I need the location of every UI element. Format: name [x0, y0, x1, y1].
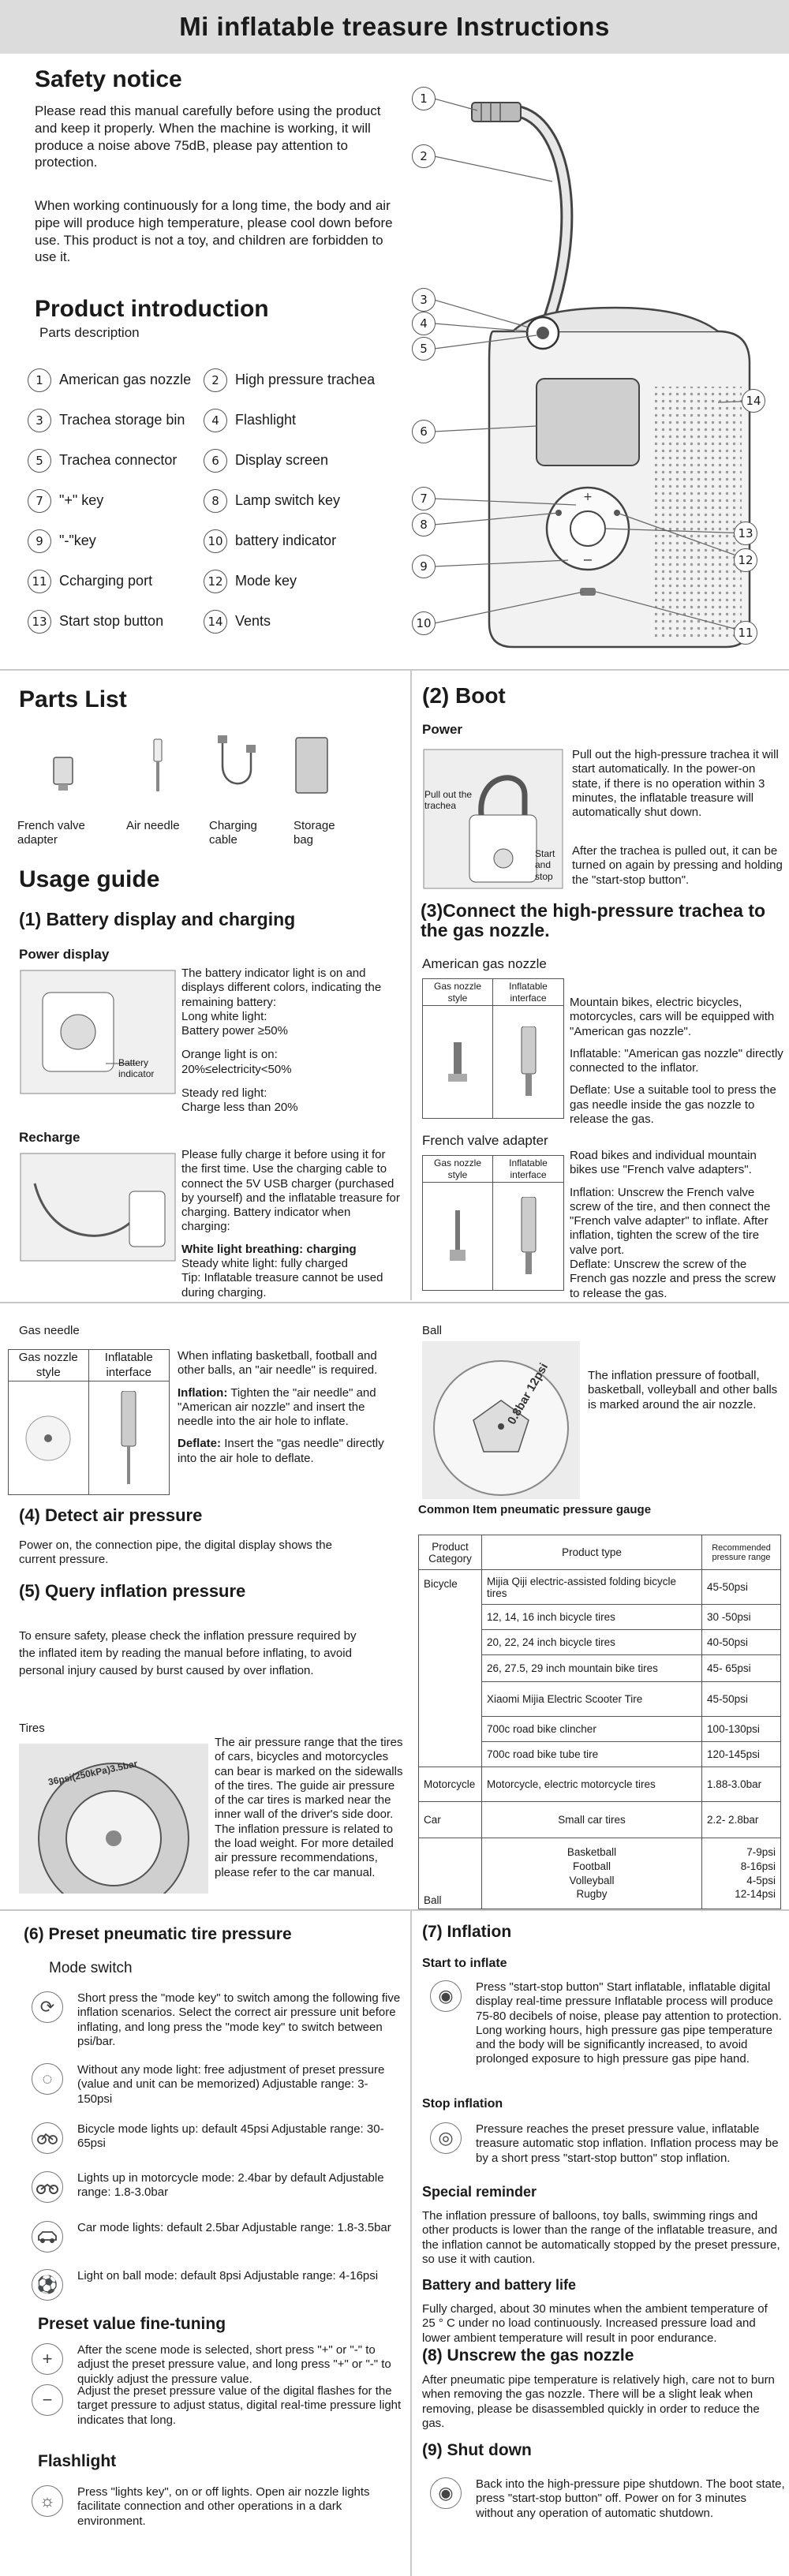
- recharge-text-body: Please fully charge it before using it for the first time. Use the charging cable to connect the 5V USB charger (purchased by yourself) and the inflatable treasure for charging. Battery indicator when charging:: [181, 1148, 400, 1234]
- part-number: 5: [28, 449, 51, 473]
- inflator-diagram: [418, 71, 781, 663]
- stop-inflation-text: Pressure reaches the preset pressure value, inflatable treasure automatic stop inflation. Inflation process may be by a short press "start-stop button" stop inflation.: [476, 2122, 779, 2165]
- battery-text-line: Orange light is on:: [181, 1048, 278, 1062]
- part-row: [28, 400, 209, 440]
- french-inflate-text: Inflation: Unscrew the French valve screw of the tire, and then connect the "French valve adapter" to inflate. After inflation, tighten the screw of the tire valve port.: [570, 1185, 771, 1257]
- bicycle-category-cell: Bicycle: [419, 1570, 482, 1767]
- parts-item-label: Charging cable: [209, 819, 257, 847]
- part-row: [28, 601, 209, 641]
- ball-type: Rugby: [576, 1888, 608, 1901]
- tire-text: The air pressure range that the tires of cars, bicycles and motorcycles can bear is marked on the sidewalls of the tires. The guide air pressure of the car tires is marked near the inner wall of the driver's side door. The inflation pressure is related to the load weight. For more detailed air pressure recommendations, please refer to the car manual.: [215, 1736, 403, 1879]
- special-reminder-text: The inflation pressure of balloons, toy balls, swimming rings and other products is lower than the range of the inflatable treasure, and the inflation cannot be automatically stopped by the preset pressure, so use it with caution.: [422, 2209, 780, 2266]
- parts-list-heading: Parts List: [19, 686, 127, 712]
- safety-text-1: Please read this manual carefully before using the product and keep it properly. When the machine is working, it will produce a noise above 75dB, please pay attention to protection.: [35, 103, 381, 170]
- start-inflate-heading: Start to inflate: [422, 1957, 507, 1970]
- french-text: [570, 1149, 787, 1301]
- gas-needle-text: [178, 1349, 394, 1466]
- part-label: Lamp switch key: [235, 492, 341, 508]
- section-divider: [0, 669, 789, 671]
- ball-type: Volleyball: [569, 1874, 615, 1886]
- mode-text: Bicycle mode lights up: default 45psi Adjustable range: 30-65psi: [77, 2122, 384, 2151]
- part-label: Trachea storage bin: [59, 412, 185, 428]
- part-number: 1: [28, 368, 51, 392]
- mode-row: [32, 2269, 402, 2301]
- range-cell: 2.2- 2.8bar: [702, 1802, 781, 1838]
- boot-text-2: After the trachea is pulled out, it can be turned on again by pressing and holding the "start-stop button".: [572, 844, 783, 887]
- part-label: Display screen: [235, 452, 329, 468]
- part-number: 13: [28, 610, 51, 634]
- product-type-cell: 20, 22, 24 inch bicycle tires: [481, 1630, 701, 1655]
- callout-11: 11: [734, 621, 757, 645]
- part-number: 8: [204, 489, 227, 513]
- pressure-table: [418, 1535, 781, 1909]
- american-nozzle-label: American gas nozzle: [422, 956, 547, 971]
- ball-type: Football: [573, 1860, 611, 1872]
- range-cell: 1.88-3.0bar: [702, 1767, 781, 1802]
- part-number: 9: [28, 529, 51, 553]
- battery-life-heading: Battery and battery life: [422, 2277, 577, 2293]
- ball-types-cell: [481, 1838, 701, 1909]
- range-cell: 45- 65psi: [702, 1655, 781, 1682]
- table-row: [419, 1802, 781, 1838]
- part-row: [28, 440, 209, 480]
- table-row: [419, 1838, 781, 1909]
- mode-row: [32, 2171, 402, 2203]
- motorcycle-icon: [32, 2171, 63, 2203]
- charging-cable-image: [213, 734, 260, 797]
- callout-3: 3: [412, 288, 436, 312]
- gas-needle-table: [8, 1349, 170, 1495]
- part-number: 11: [28, 570, 51, 593]
- battery-text-line: The battery indicator light is on and displays different colors, indicating the remaining battery:: [181, 966, 382, 1009]
- product-type-cell: 700c road bike tube tire: [481, 1742, 701, 1767]
- part-label: "-"key: [59, 533, 96, 548]
- mode-text: Light on ball mode: default 8psi Adjustable range: 4-16psi: [77, 2269, 379, 2283]
- mode-text: Without any mode light: free adjustment of preset pressure (value and unit can be memorized) Adjustable range: 3-150psi: [77, 2063, 385, 2106]
- motorcycle-category-cell: Motorcycle: [419, 1767, 482, 1802]
- connect-heading: (3)Connect the high-pressure trachea to the gas nozzle.: [421, 900, 766, 941]
- part-number: 4: [204, 409, 227, 432]
- parts-item-label: Storage bag: [294, 819, 335, 847]
- battery-text: [181, 966, 398, 1116]
- part-label: Trachea connector: [59, 452, 178, 468]
- table-row: [419, 1767, 781, 1802]
- high-pressure-trachea: [521, 112, 567, 331]
- product-type-cell: 700c road bike clincher: [481, 1717, 701, 1742]
- product-type-cell: 12, 14, 16 inch bicycle tires: [481, 1605, 701, 1630]
- battery-text-line: Charge less than 20%: [181, 1101, 298, 1115]
- section-divider: [0, 1909, 789, 1911]
- battery-life-text: Fully charged, about 30 minutes when the ambient temperature of 25 ° C under no load continuously. Increased pressure load and lower ambient temperature will result in poor endurance.: [422, 2302, 768, 2345]
- part-row: [28, 360, 209, 400]
- mode-row: [32, 2122, 402, 2154]
- air-needle-connector-icon: [117, 1391, 140, 1486]
- part-number: 14: [204, 610, 227, 634]
- free-mode-icon: ◌: [32, 2063, 63, 2095]
- ball-text: The inflation pressure of football, basketball, volleyball and other balls is marked around the air nozzle.: [588, 1369, 778, 1411]
- american-nozzle-style-cell: [423, 1006, 493, 1118]
- recharge-text: [181, 1148, 402, 1300]
- ball-valve-icon: [21, 1411, 76, 1466]
- callout-8: 8: [412, 513, 436, 537]
- part-row: [204, 561, 409, 601]
- callout-14: 14: [742, 389, 765, 413]
- power-display-label: Power display: [19, 947, 110, 962]
- inflatable-interface-header: Inflatable interface: [104, 1351, 153, 1379]
- vents: [655, 387, 742, 639]
- start-button-icon: ◉: [430, 1980, 462, 2012]
- svg-text:−: −: [582, 552, 593, 567]
- inflation-heading: (7) Inflation: [422, 1923, 512, 1941]
- needle-interface-cell: [89, 1381, 170, 1494]
- shutdown-heading: (9) Shut down: [422, 2441, 532, 2459]
- parts-list-right: [204, 360, 409, 641]
- gas-needle-heading: Gas needle: [19, 1324, 80, 1337]
- air-needle-image: [150, 738, 166, 793]
- stop-button-icon: ◎: [430, 2122, 462, 2154]
- american-text: [570, 996, 787, 1127]
- ball-icon: ⚽: [32, 2269, 63, 2301]
- callout-1: 1: [412, 87, 436, 110]
- part-label: Mode key: [235, 573, 297, 589]
- car-category-cell: Car: [419, 1802, 482, 1838]
- gas-needle-deflate-label: Deflate:: [178, 1437, 222, 1451]
- range-cell: 120-145psi: [702, 1742, 781, 1767]
- callout-12: 12: [734, 548, 757, 572]
- minus-icon: −: [32, 2384, 63, 2416]
- unscrew-heading: (8) Unscrew the gas nozzle: [422, 2346, 634, 2365]
- gas-needle-text-body: When inflating basketball, football and other balls, an "air needle" is required.: [178, 1349, 378, 1378]
- safety-text-2: When working continuously for a long time, the body and air pipe will produce high temperature, please cool down before use. This product is not a toy, and children are forbidden to use it.: [35, 198, 393, 265]
- bicycle-icon: [32, 2122, 63, 2154]
- svg-text:+: +: [583, 491, 593, 503]
- part-label: battery indicator: [235, 533, 337, 548]
- query-text: To ensure safety, please check the inflation pressure required by the inflated item by reading the manual before inflating, to avoid personal injury caused by burst caused by over inflation.: [19, 1629, 357, 1677]
- ball-range: 12-14psi: [735, 1888, 776, 1901]
- preset-heading: (6) Preset pneumatic tire pressure: [24, 1925, 292, 1943]
- gas-needle-inflate-text: Tighten the "air needle" and "American air nozzle" and insert the needle into the air hole to inflate.: [178, 1385, 376, 1429]
- start-stop-label: Start and stop: [535, 848, 555, 882]
- american-deflate-text: Deflate: Use a suitable tool to press the gas needle inside the gas nozzle to release the gas.: [570, 1083, 776, 1127]
- part-row: [204, 360, 409, 400]
- special-reminder-heading: Special reminder: [422, 2184, 537, 2200]
- fine-tune-plus-text: After the scene mode is selected, short press "+" or "-" to adjust the preset pressure value, and long press "+" or "-" to quickly adjust the pressure value.: [77, 2343, 391, 2386]
- callout-5: 5: [412, 337, 436, 361]
- fine-tuning-heading: Preset value fine-tuning: [38, 2315, 226, 2333]
- start-inflate-row: [430, 1980, 785, 2067]
- part-label: Start stop button: [59, 613, 164, 629]
- shutdown-row: [430, 2477, 785, 2521]
- callout-10: 10: [412, 611, 436, 635]
- ball-range: 7-9psi: [746, 1846, 776, 1859]
- product-intro-heading: Product introduction: [35, 296, 269, 322]
- part-label: Ccharging port: [59, 573, 153, 589]
- callout-9: 9: [412, 555, 436, 578]
- display-screen: [537, 379, 639, 465]
- part-number: 2: [204, 368, 227, 392]
- recharge-text-line: Steady white light: fully charged: [181, 1257, 348, 1271]
- american-nozzle-table: [422, 978, 564, 1119]
- tires-label: Tires: [19, 1722, 45, 1735]
- product-type-cell: Mijia Qiji electric-assisted folding bicycle tires: [481, 1570, 701, 1605]
- start-inflate-text: Press "start-stop button" Start inflatable, inflatable digital display real-time pressure Inflatable process will produce 75-80 decibels of noise, please pay attention to protection. Long working hours, high pressure gas pipe temperature and the body will be significantly increased, to avoid prolonged exposure to high pressure gas pipe hand.: [476, 1980, 782, 2066]
- parts-list-left: [28, 360, 209, 641]
- usage-heading: Usage guide: [19, 866, 160, 892]
- callout-2: 2: [412, 144, 436, 168]
- parts-item-label: Air needle: [126, 819, 180, 832]
- french-adapter-connector-icon: [517, 1197, 540, 1276]
- fine-tune-minus-text: Adjust the preset pressure value of the digital flashes for the target pressure to adjust status, digital real-time pressure light indicates that long.: [77, 2384, 402, 2427]
- american-text-body: Mountain bikes, electric bicycles, motorcycles, cars will be equipped with "American gas nozzle".: [570, 996, 775, 1038]
- flashlight-row: [32, 2485, 406, 2529]
- ball-range: 8-16psi: [740, 1860, 776, 1872]
- part-row: [28, 521, 209, 561]
- page-title: Mi inflatable treasure Instructions: [0, 0, 789, 54]
- part-row: [204, 440, 409, 480]
- product-type-cell: 26, 27.5, 29 inch mountain bike tires: [481, 1655, 701, 1682]
- pressure-table-header-row: [419, 1535, 781, 1570]
- fine-tune-minus-row: [32, 2384, 409, 2428]
- nozzle-connector-icon: [517, 1026, 540, 1097]
- part-label: "+" key: [59, 492, 104, 508]
- detect-heading: (4) Detect air pressure: [19, 1505, 203, 1525]
- battery-indicator-label: Battery indicator: [118, 1057, 155, 1080]
- flashlight-text: Press "lights key", on or off lights. Open air nozzle lights facilitate connection and other operations in a dark environment.: [77, 2485, 370, 2528]
- french-valve-style-cell: [423, 1183, 493, 1290]
- part-row: [204, 480, 409, 521]
- mode-switch-icon: ⟳: [32, 1991, 63, 2023]
- ball-range: 4-5psi: [746, 1874, 776, 1886]
- shutdown-text: Back into the high-pressure pipe shutdown. The boot state, press "start-stop button" off. Power on for 3 minutes without any operation of automatic shutdown.: [476, 2477, 785, 2520]
- battery-text-line: 20%≤electricity<50%: [181, 1062, 292, 1076]
- product-type-header: Product type: [481, 1535, 701, 1570]
- flashlight-icon: ☼: [32, 2485, 63, 2517]
- mode-row: [32, 1991, 402, 2049]
- unscrew-text: After pneumatic pipe temperature is relatively high, care not to burn when removing the gas nozzle. There will be a slight leak when removing, please be disassembled quickly in order to reduce the gas.: [422, 2373, 775, 2430]
- start-stop-button: [570, 511, 605, 546]
- callout-7: 7: [412, 487, 436, 510]
- nozzle-style-header: Gas nozzle style: [423, 979, 493, 1005]
- french-text-body: Road bikes and individual mountain bikes use "French valve adapters".: [570, 1149, 757, 1177]
- parts-item-label: French valve adapter: [17, 819, 85, 847]
- product-type-cell: Xiaomi Mijia Electric Scooter Tire: [481, 1682, 701, 1717]
- part-row: [28, 561, 209, 601]
- recharge-label: Recharge: [19, 1130, 80, 1145]
- ball-pressure-mark: 0.8bar 12psi: [505, 1360, 552, 1427]
- ball-category-cell: Ball: [419, 1838, 482, 1909]
- column-divider: [410, 1909, 412, 2576]
- battery-text-line: Battery power ≥50%: [181, 1024, 288, 1038]
- part-label: Vents: [235, 613, 271, 629]
- column-divider: [410, 669, 412, 1300]
- american-nozzle-interface-cell: [493, 1006, 563, 1118]
- part-number: 12: [204, 570, 227, 593]
- ball-nozzle-cell: [9, 1381, 89, 1494]
- gas-needle-inflate: [178, 1386, 394, 1430]
- battery-text-line: Long white light:: [181, 1009, 267, 1023]
- french-valve-adapter-image: [47, 753, 79, 793]
- american-valve-icon: [442, 1038, 473, 1086]
- boot-heading: (2) Boot: [422, 683, 506, 708]
- fine-tune-plus-row: [32, 2343, 409, 2387]
- pressure-table-heading: Common Item pneumatic pressure gauge: [418, 1503, 652, 1516]
- french-valve-icon: [442, 1209, 473, 1264]
- parts-description-label: Parts description: [39, 325, 140, 340]
- french-valve-interface-cell: [493, 1183, 563, 1290]
- stop-inflation-row: [430, 2122, 785, 2166]
- part-label: Flashlight: [235, 412, 297, 428]
- ball-heading: Ball: [422, 1324, 443, 1337]
- recharge-text-bold: White light breathing: charging: [181, 1242, 357, 1256]
- product-type-cell: Motorcycle, electric motorcycle tires: [481, 1767, 701, 1802]
- gas-needle-deflate: [178, 1437, 394, 1466]
- storage-bag-image: [292, 734, 331, 797]
- part-label: American gas nozzle: [59, 372, 192, 387]
- flashlight-heading: Flashlight: [38, 2452, 117, 2470]
- detect-text: Power on, the connection pipe, the digital display shows the current pressure.: [19, 1538, 332, 1567]
- car-icon: [32, 2221, 63, 2253]
- mode-switch-label: Mode switch: [49, 1960, 133, 1976]
- part-number: 10: [204, 529, 227, 553]
- american-inflate-text: Inflatable: "American gas nozzle" directly connected to the inflator.: [570, 1046, 783, 1075]
- recharge-image: [19, 1152, 177, 1262]
- french-valve-table: [422, 1155, 564, 1291]
- tire-pressure-mark: 36psi(250kPa)3.5bar: [47, 1758, 139, 1788]
- boot-power-label: Power: [422, 722, 463, 737]
- callout-13: 13: [734, 522, 757, 545]
- part-row: [28, 480, 209, 521]
- part-number: 6: [204, 449, 227, 473]
- ball-image: [422, 1341, 580, 1499]
- plus-icon: +: [32, 2343, 63, 2375]
- part-number: 7: [28, 489, 51, 513]
- nozzle-style-header: Gas nozzle style: [9, 1350, 89, 1381]
- part-row: [204, 601, 409, 641]
- nozzle-style-header: Gas nozzle style: [423, 1156, 493, 1182]
- range-header: Recommended pressure range: [702, 1535, 781, 1570]
- inflatable-interface-header: Inflatable interface: [509, 981, 548, 1004]
- recharge-text-line: Tip: Inflatable treasure cannot be used during charging.: [181, 1271, 383, 1299]
- power-button-icon: ◉: [430, 2477, 462, 2509]
- range-cell: 40-50psi: [702, 1630, 781, 1655]
- range-cell: 45-50psi: [702, 1570, 781, 1605]
- ball-type: Basketball: [567, 1846, 617, 1859]
- french-valve-label: French valve adapter: [422, 1133, 548, 1148]
- section-divider: [0, 1302, 789, 1303]
- french-deflate-text: Deflate: Unscrew the screw of the French gas nozzle and press the screw to release the gas.: [570, 1258, 776, 1300]
- battery-text-line: Steady red light:: [181, 1086, 267, 1101]
- part-row: [204, 521, 409, 561]
- range-cell: 45-50psi: [702, 1682, 781, 1717]
- pull-trachea-label: Pull out the trachea: [424, 789, 473, 812]
- mode-text: Car mode lights: default 2.5bar Adjustable range: 1.8-3.5bar: [77, 2221, 391, 2234]
- part-row: [204, 400, 409, 440]
- stop-inflation-heading: Stop inflation: [422, 2097, 503, 2111]
- gas-needle-inflate-label: Inflation:: [178, 1385, 228, 1400]
- table-row: [419, 1570, 781, 1605]
- product-type-cell: Small car tires: [481, 1802, 701, 1838]
- battery-heading: (1) Battery display and charging: [19, 909, 296, 929]
- ball-ranges-cell: [702, 1838, 781, 1909]
- mode-row: [32, 2221, 402, 2253]
- gas-needle-deflate-text: Insert the "gas needle" directly into the air hole to deflate.: [178, 1437, 384, 1465]
- category-header: Product Category: [419, 1535, 482, 1570]
- part-label: High pressure trachea: [235, 372, 376, 387]
- range-cell: 100-130psi: [702, 1717, 781, 1742]
- callout-6: 6: [412, 420, 436, 443]
- safety-heading: Safety notice: [35, 66, 182, 92]
- american-gas-nozzle: [472, 103, 521, 122]
- mode-text: Short press the "mode key" to switch among the following five inflation scenarios. Select the correct air pressure unit before inflating, and long press the "mode key" to switch between psi/bar.: [77, 1991, 401, 2048]
- query-heading: (5) Query inflation pressure: [19, 1581, 246, 1601]
- part-number: 3: [28, 409, 51, 432]
- range-cell: 30 -50psi: [702, 1605, 781, 1630]
- inflatable-interface-header: Inflatable interface: [509, 1157, 548, 1180]
- callout-4: 4: [412, 312, 436, 335]
- mode-row: [32, 2063, 402, 2107]
- boot-text-1: Pull out the high-pressure trachea it will start automatically. In the power-on state, if there is no operation within 3 minutes, the inflatable treasure will automatically shut down.: [572, 748, 779, 820]
- mode-text: Lights up in motorcycle mode: 2.4bar by default Adjustable range: 1.8-3.0bar: [77, 2171, 384, 2200]
